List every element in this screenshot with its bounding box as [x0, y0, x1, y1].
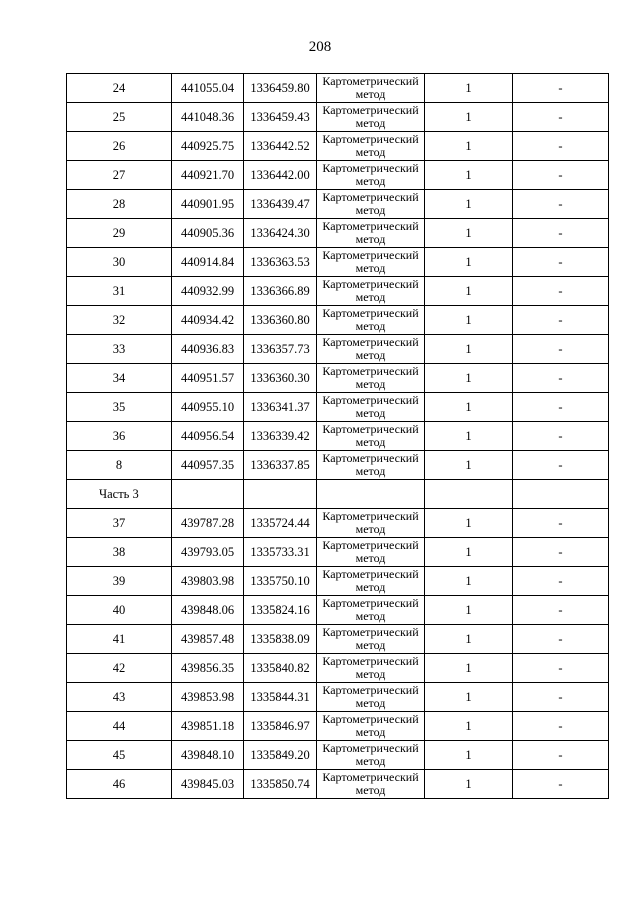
point-number-cell: 33	[67, 335, 172, 364]
method-cell: Картометрический метод	[317, 161, 425, 190]
table-row	[67, 596, 609, 625]
description-cell: -	[513, 74, 609, 103]
description-cell: -	[513, 364, 609, 393]
x-coordinate-cell: 440934.42	[172, 306, 244, 335]
method-cell: Картометрический метод	[317, 190, 425, 219]
x-coordinate-cell: 439793.05	[172, 538, 244, 567]
x-coordinate-cell: 441055.04	[172, 74, 244, 103]
point-number-cell: 40	[67, 596, 172, 625]
point-number-cell: 44	[67, 712, 172, 741]
method-cell: Картометрический метод	[317, 132, 425, 161]
method-cell: Картометрический метод	[317, 422, 425, 451]
description-cell: -	[513, 132, 609, 161]
table-row	[67, 683, 609, 712]
y-coordinate-cell: 1336360.30	[244, 364, 317, 393]
table-row	[67, 74, 609, 103]
x-coordinate-cell: 439845.03	[172, 770, 244, 799]
precision-cell: 1	[425, 248, 513, 277]
method-cell: Картометрический метод	[317, 306, 425, 335]
x-coordinate-cell: 440905.36	[172, 219, 244, 248]
point-number-cell: 35	[67, 393, 172, 422]
description-cell: -	[513, 422, 609, 451]
y-coordinate-cell: 1335850.74	[244, 770, 317, 799]
x-coordinate-cell: 440932.99	[172, 277, 244, 306]
description-cell: -	[513, 741, 609, 770]
point-number-cell: 41	[67, 625, 172, 654]
method-cell: Картометрический метод	[317, 509, 425, 538]
method-cell: Картометрический метод	[317, 538, 425, 567]
table-row	[67, 277, 609, 306]
description-cell: -	[513, 277, 609, 306]
y-coordinate-cell: 1336341.37	[244, 393, 317, 422]
point-number-cell: 36	[67, 422, 172, 451]
y-coordinate-cell: 1336366.89	[244, 277, 317, 306]
point-number-cell: 43	[67, 683, 172, 712]
coordinates-table	[66, 73, 609, 799]
table-row	[67, 451, 609, 480]
description-cell: -	[513, 625, 609, 654]
x-coordinate-cell: 439848.06	[172, 596, 244, 625]
point-number-cell: 24	[67, 74, 172, 103]
y-coordinate-cell: 1335838.09	[244, 625, 317, 654]
method-cell: Картометрический метод	[317, 654, 425, 683]
coordinates-table-body	[67, 74, 609, 799]
table-row	[67, 161, 609, 190]
method-cell: Картометрический метод	[317, 451, 425, 480]
precision-cell: 1	[425, 132, 513, 161]
x-coordinate-cell: 439851.18	[172, 712, 244, 741]
method-cell: Картометрический метод	[317, 625, 425, 654]
point-number-cell: 45	[67, 741, 172, 770]
y-coordinate-cell: 1335846.97	[244, 712, 317, 741]
point-number-cell: 8	[67, 451, 172, 480]
precision-cell: 1	[425, 393, 513, 422]
section-label: Часть 3	[67, 480, 172, 509]
x-coordinate-cell: 440921.70	[172, 161, 244, 190]
description-cell: -	[513, 190, 609, 219]
y-coordinate-cell: 1335849.20	[244, 741, 317, 770]
description-cell: -	[513, 306, 609, 335]
y-coordinate-cell: 1336459.43	[244, 103, 317, 132]
y-coordinate-cell: 1336439.47	[244, 190, 317, 219]
x-coordinate-cell: 439857.48	[172, 625, 244, 654]
point-number-cell: 30	[67, 248, 172, 277]
table-row	[67, 625, 609, 654]
description-cell: -	[513, 248, 609, 277]
table-row	[67, 335, 609, 364]
x-coordinate-cell: 440956.54	[172, 422, 244, 451]
table-row	[67, 132, 609, 161]
precision-cell: 1	[425, 596, 513, 625]
y-coordinate-cell: 1335844.31	[244, 683, 317, 712]
point-number-cell: 37	[67, 509, 172, 538]
description-cell: -	[513, 393, 609, 422]
y-coordinate-cell: 1335724.44	[244, 509, 317, 538]
point-number-cell: 38	[67, 538, 172, 567]
point-number-cell: 25	[67, 103, 172, 132]
method-cell: Картометрический метод	[317, 741, 425, 770]
x-coordinate-cell: 439853.98	[172, 683, 244, 712]
table-row	[67, 654, 609, 683]
description-cell: -	[513, 683, 609, 712]
table-row	[67, 712, 609, 741]
precision-cell: 1	[425, 103, 513, 132]
x-coordinate-cell: 441048.36	[172, 103, 244, 132]
y-coordinate-cell: 1336424.30	[244, 219, 317, 248]
table-row	[67, 306, 609, 335]
table-row	[67, 567, 609, 596]
method-cell: Картометрический метод	[317, 248, 425, 277]
y-coordinate-cell: 1335750.10	[244, 567, 317, 596]
precision-cell: 1	[425, 161, 513, 190]
precision-cell: 1	[425, 683, 513, 712]
precision-cell: 1	[425, 451, 513, 480]
point-number-cell: 31	[67, 277, 172, 306]
table-row	[67, 770, 609, 799]
precision-cell: 1	[425, 422, 513, 451]
description-cell: -	[513, 103, 609, 132]
empty-cell	[425, 480, 513, 509]
y-coordinate-cell: 1335824.16	[244, 596, 317, 625]
x-coordinate-cell: 440957.35	[172, 451, 244, 480]
y-coordinate-cell: 1336337.85	[244, 451, 317, 480]
y-coordinate-cell: 1336357.73	[244, 335, 317, 364]
precision-cell: 1	[425, 364, 513, 393]
precision-cell: 1	[425, 770, 513, 799]
x-coordinate-cell: 440925.75	[172, 132, 244, 161]
method-cell: Картометрический метод	[317, 335, 425, 364]
description-cell: -	[513, 219, 609, 248]
page-number: 208	[308, 39, 332, 55]
empty-cell	[244, 480, 317, 509]
point-number-cell: 39	[67, 567, 172, 596]
description-cell: -	[513, 538, 609, 567]
y-coordinate-cell: 1336442.52	[244, 132, 317, 161]
method-cell: Картометрический метод	[317, 393, 425, 422]
precision-cell: 1	[425, 74, 513, 103]
empty-cell	[317, 480, 425, 509]
table-row	[67, 103, 609, 132]
method-cell: Картометрический метод	[317, 683, 425, 712]
precision-cell: 1	[425, 219, 513, 248]
x-coordinate-cell: 440951.57	[172, 364, 244, 393]
x-coordinate-cell: 440955.10	[172, 393, 244, 422]
precision-cell: 1	[425, 190, 513, 219]
x-coordinate-cell: 440914.84	[172, 248, 244, 277]
method-cell: Картометрический метод	[317, 596, 425, 625]
x-coordinate-cell: 439787.28	[172, 509, 244, 538]
precision-cell: 1	[425, 509, 513, 538]
precision-cell: 1	[425, 567, 513, 596]
method-cell: Картометрический метод	[317, 277, 425, 306]
table-row	[67, 422, 609, 451]
y-coordinate-cell: 1336442.00	[244, 161, 317, 190]
description-cell: -	[513, 161, 609, 190]
table-row	[67, 393, 609, 422]
y-coordinate-cell: 1336360.80	[244, 306, 317, 335]
description-cell: -	[513, 567, 609, 596]
point-number-cell: 28	[67, 190, 172, 219]
description-cell: -	[513, 451, 609, 480]
y-coordinate-cell: 1336459.80	[244, 74, 317, 103]
y-coordinate-cell: 1335733.31	[244, 538, 317, 567]
precision-cell: 1	[425, 625, 513, 654]
point-number-cell: 46	[67, 770, 172, 799]
table-row	[67, 364, 609, 393]
description-cell: -	[513, 712, 609, 741]
y-coordinate-cell: 1335840.82	[244, 654, 317, 683]
description-cell: -	[513, 770, 609, 799]
method-cell: Картометрический метод	[317, 74, 425, 103]
empty-cell	[172, 480, 244, 509]
x-coordinate-cell: 439856.35	[172, 654, 244, 683]
precision-cell: 1	[425, 654, 513, 683]
point-number-cell: 26	[67, 132, 172, 161]
point-number-cell: 42	[67, 654, 172, 683]
empty-cell	[513, 480, 609, 509]
section-row	[67, 480, 609, 509]
x-coordinate-cell: 440901.95	[172, 190, 244, 219]
precision-cell: 1	[425, 277, 513, 306]
table-row	[67, 190, 609, 219]
point-number-cell: 34	[67, 364, 172, 393]
table-row	[67, 509, 609, 538]
precision-cell: 1	[425, 306, 513, 335]
table-row	[67, 741, 609, 770]
point-number-cell: 32	[67, 306, 172, 335]
x-coordinate-cell: 439848.10	[172, 741, 244, 770]
precision-cell: 1	[425, 335, 513, 364]
description-cell: -	[513, 596, 609, 625]
description-cell: -	[513, 509, 609, 538]
table-row	[67, 219, 609, 248]
description-cell: -	[513, 335, 609, 364]
method-cell: Картометрический метод	[317, 712, 425, 741]
x-coordinate-cell: 440936.83	[172, 335, 244, 364]
table-row	[67, 538, 609, 567]
precision-cell: 1	[425, 712, 513, 741]
method-cell: Картометрический метод	[317, 103, 425, 132]
description-cell: -	[513, 654, 609, 683]
point-number-cell: 27	[67, 161, 172, 190]
method-cell: Картометрический метод	[317, 770, 425, 799]
point-number-cell: 29	[67, 219, 172, 248]
method-cell: Картометрический метод	[317, 219, 425, 248]
precision-cell: 1	[425, 741, 513, 770]
y-coordinate-cell: 1336339.42	[244, 422, 317, 451]
method-cell: Картометрический метод	[317, 567, 425, 596]
precision-cell: 1	[425, 538, 513, 567]
x-coordinate-cell: 439803.98	[172, 567, 244, 596]
method-cell: Картометрический метод	[317, 364, 425, 393]
table-row	[67, 248, 609, 277]
y-coordinate-cell: 1336363.53	[244, 248, 317, 277]
